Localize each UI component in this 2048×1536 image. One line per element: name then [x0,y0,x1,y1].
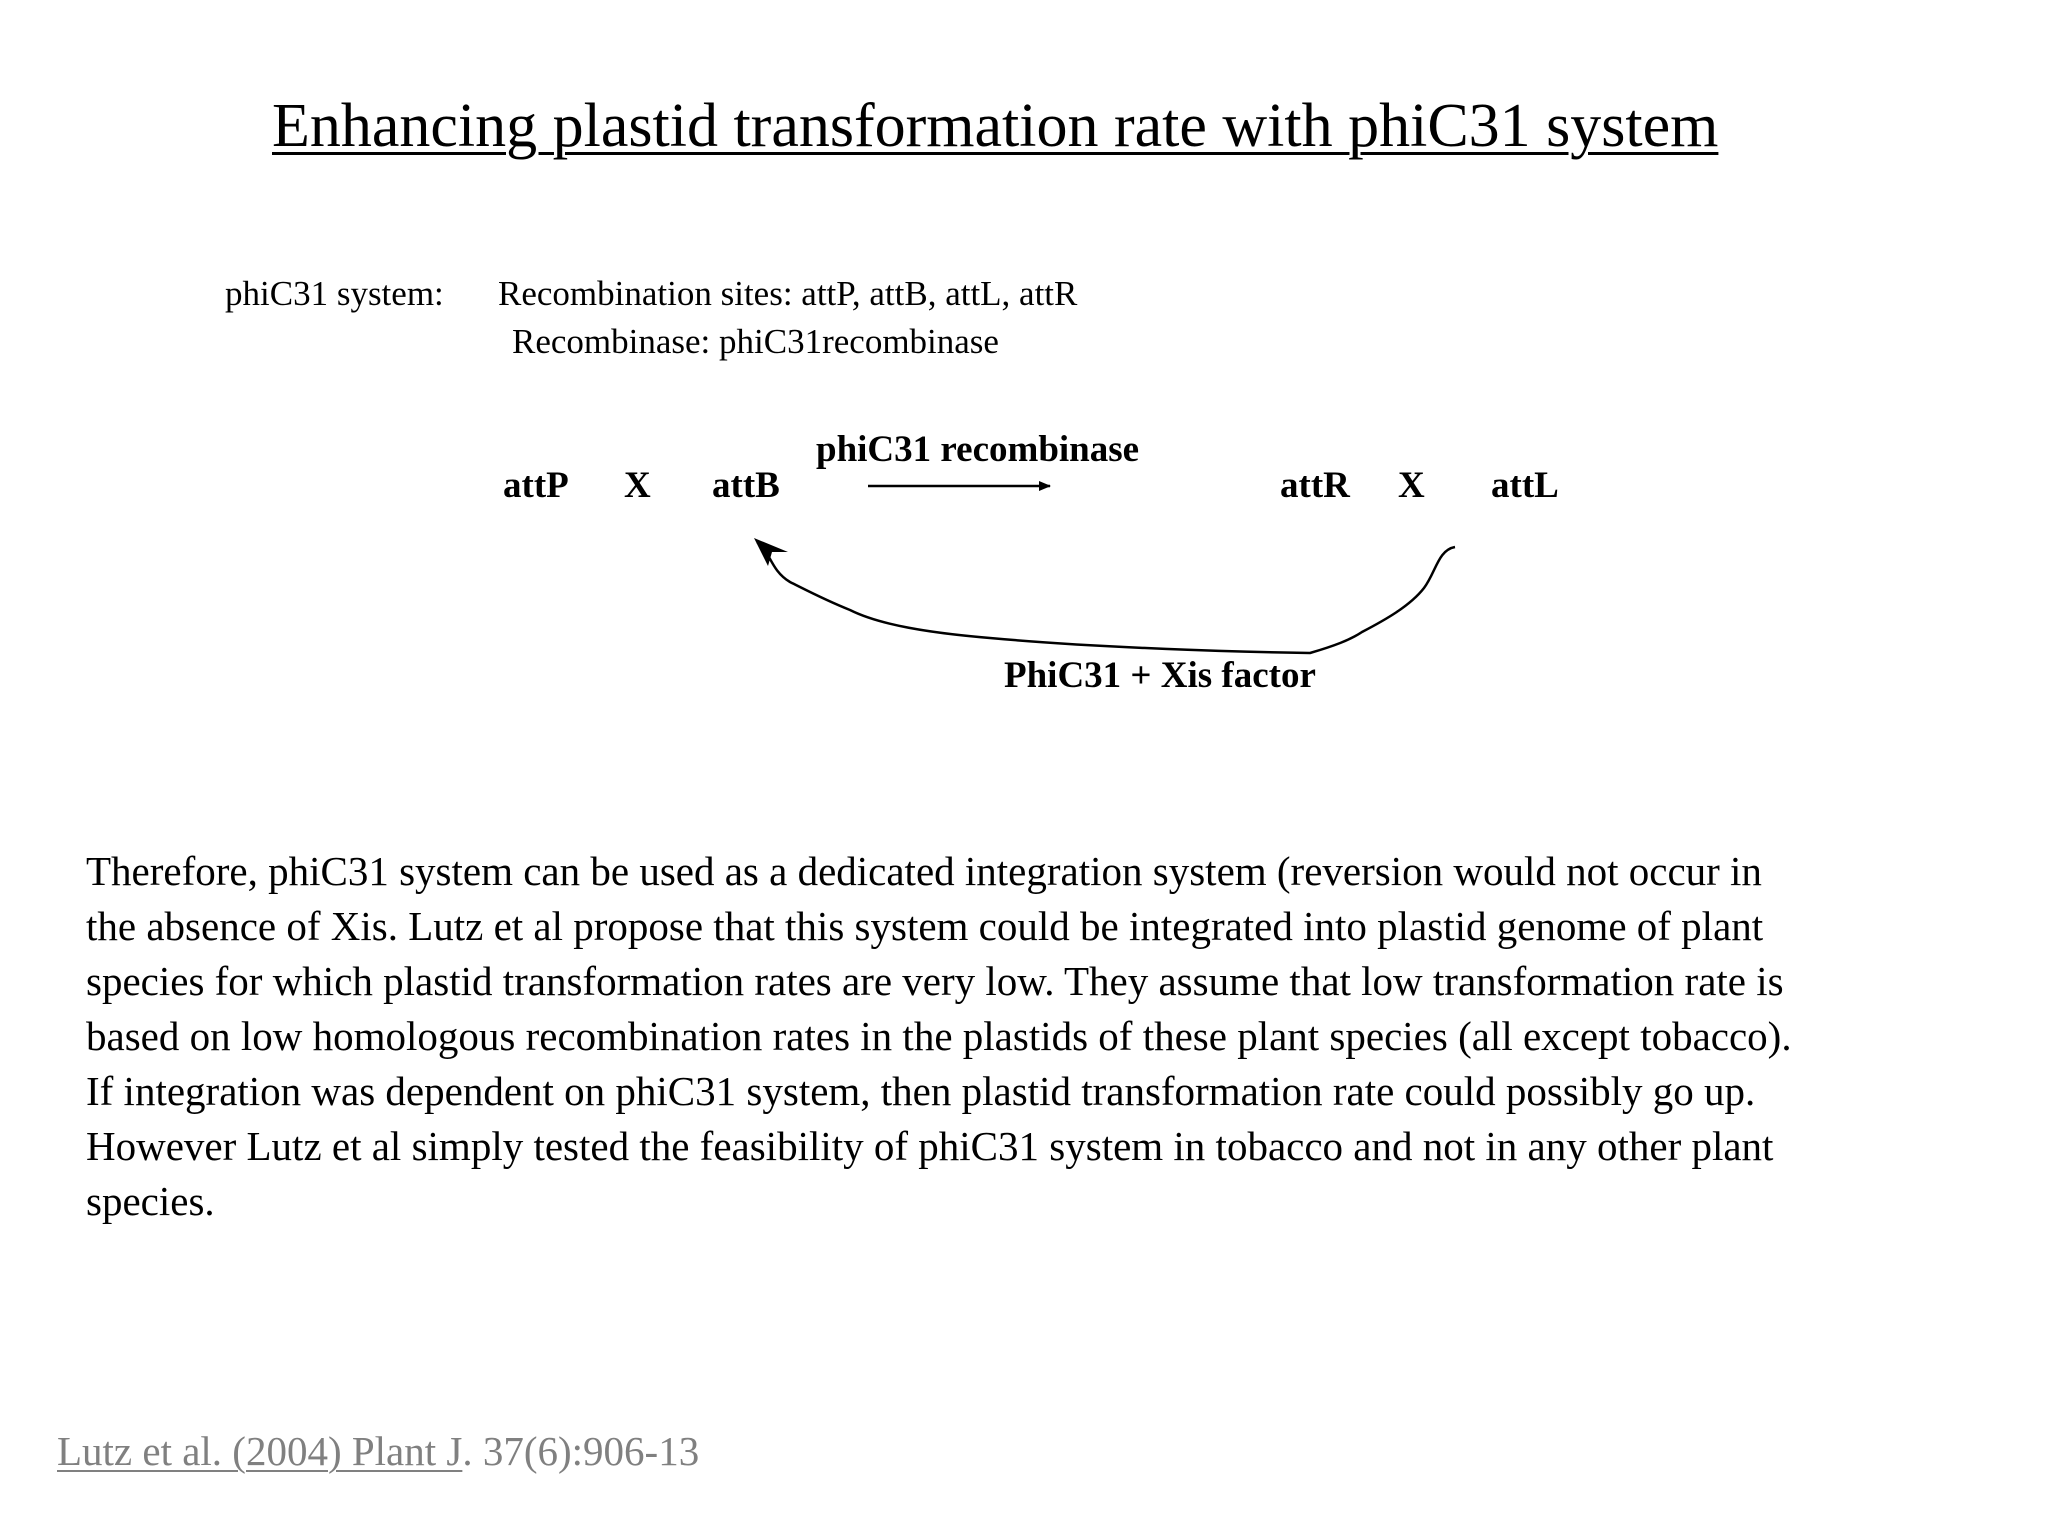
body-line: based on low homologous recombination rates in the plastids of these plant species (all except tobacco). [86,1013,1792,1059]
body-line: the absence of Xis. Lutz et al propose that this system could be integrated into plastid genome of plant [86,903,1764,949]
site-attL: attL [1491,465,1559,506]
citation-details: . 37(6):906-13 [462,1428,700,1474]
reverse-reaction-label: PhiC31 + Xis factor [1004,655,1316,696]
citation [57,1425,699,1477]
body-line: species for which plastid transformation rates are very low. They assume that low transformation rate is [86,958,1784,1004]
cross-left: X [624,465,651,506]
system-label: phiC31 system: [225,274,444,313]
body-line: species. [86,1178,215,1224]
cross-right: X [1398,465,1425,506]
body-paragraph [86,844,2016,1229]
recombination-sites: Recombination sites: attP, attB, attL, attR [498,274,1078,313]
body-line: If integration was dependent on phiC31 system, then plastid transformation rate could possibly go up. [86,1068,1756,1114]
forward-reaction-label: phiC31 recombinase [816,429,1140,470]
site-attB: attB [712,465,780,506]
site-attP: attP [503,465,569,506]
citation-link[interactable]: Lutz et al. (2004) Plant J [57,1428,463,1474]
site-attR: attR [1280,465,1350,506]
recombinase-line: Recombinase: phiC31recombinase [512,322,999,361]
reverse-arrow-curve [757,542,1455,653]
slide-title: Enhancing plastid transformation rate with phiC31 system [272,92,1719,160]
body-line: However Lutz et al simply tested the feasibility of phiC31 system in tobacco and not in any other plant [86,1123,1774,1169]
body-line: Therefore, phiC31 system can be used as a dedicated integration system (reversion would not occur in [86,848,1762,894]
